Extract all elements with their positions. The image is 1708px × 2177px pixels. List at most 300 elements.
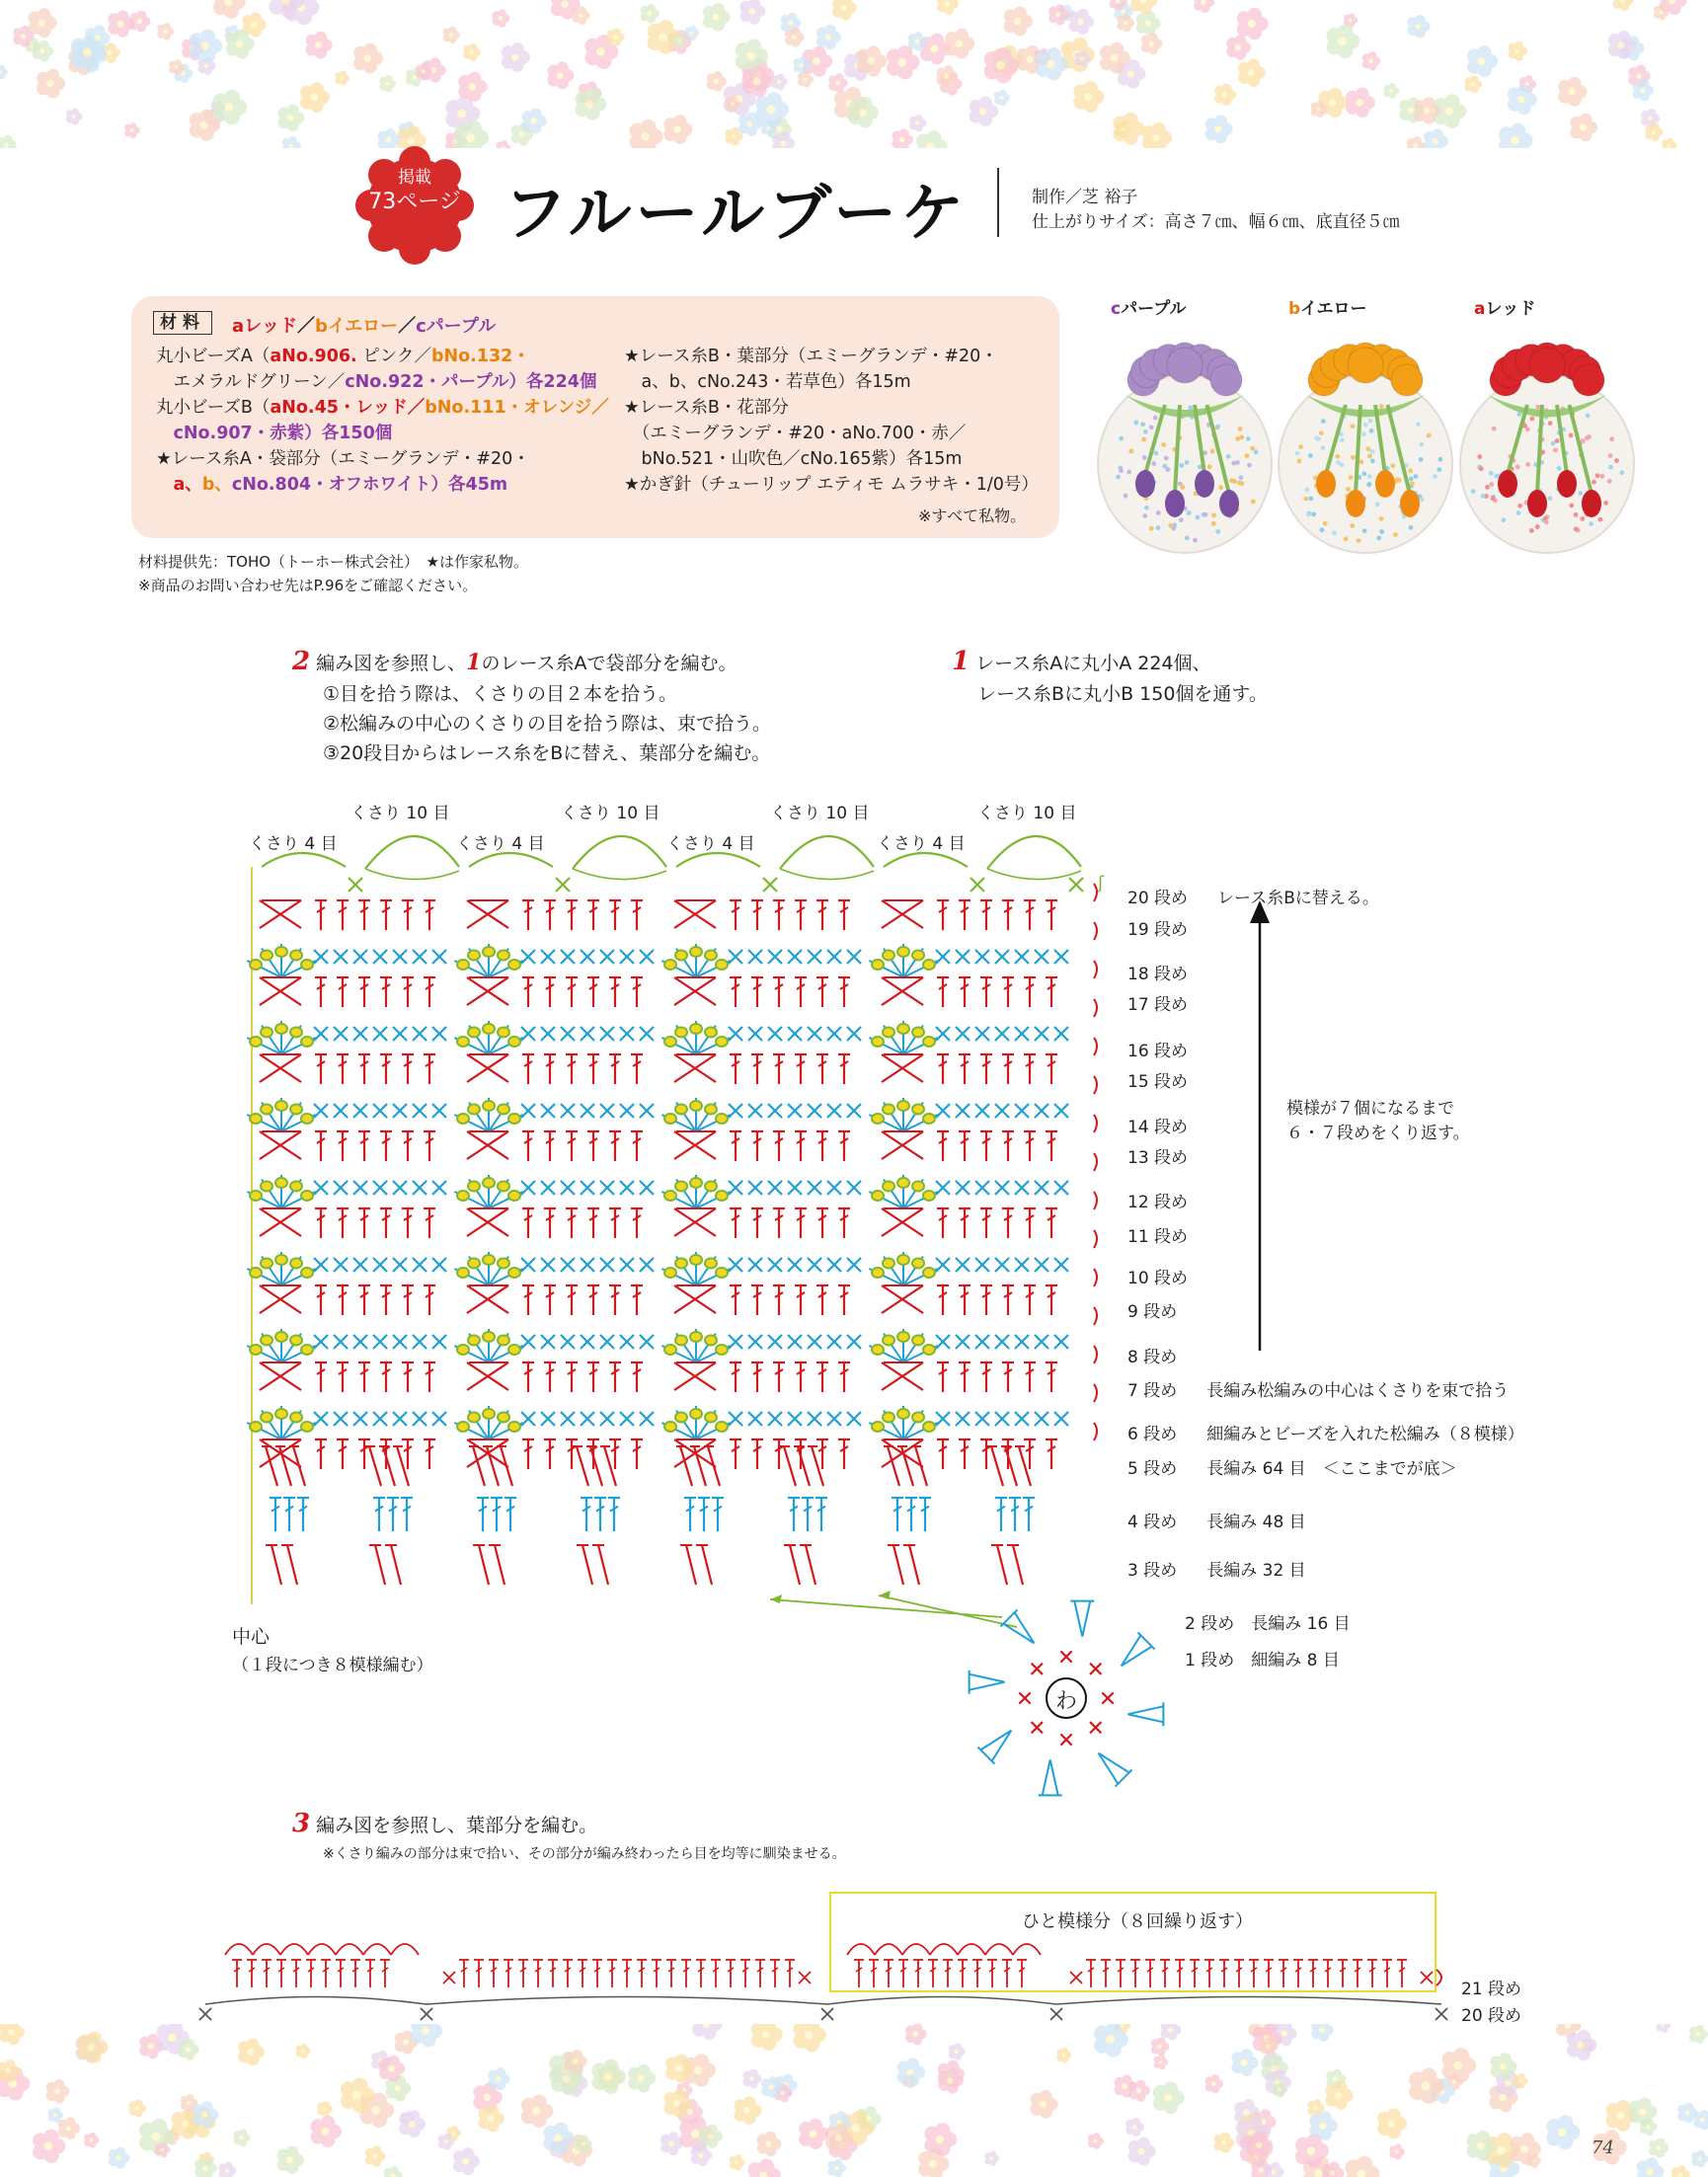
row-21-label: 21 段め xyxy=(1461,1980,1522,1999)
bead-icon xyxy=(301,1037,313,1047)
bead-icon xyxy=(498,1027,509,1037)
single-crochet-symbol xyxy=(847,1104,861,1118)
flower-icon xyxy=(282,136,301,148)
bead-icon xyxy=(483,1024,495,1034)
single-crochet-symbol xyxy=(808,1335,821,1349)
cross-stitch xyxy=(674,1131,716,1159)
single-crochet-symbol xyxy=(432,1258,446,1272)
single-crochet-symbol xyxy=(975,1181,989,1195)
double-crochet-symbol xyxy=(337,1131,349,1161)
bead-icon xyxy=(883,950,894,960)
double-crochet-symbol xyxy=(522,977,534,1007)
double-crochet-symbol xyxy=(424,977,435,1007)
chain-10-arc xyxy=(365,836,459,869)
row-number: 16 段め xyxy=(1127,1042,1189,1061)
double-crochet-symbol xyxy=(247,1960,257,1987)
double-crochet-symbol xyxy=(474,1960,484,1987)
single-crochet-symbol xyxy=(788,1104,802,1118)
title-divider xyxy=(997,168,999,237)
row-number: 11 段め xyxy=(1127,1227,1189,1247)
double-crochet-symbol xyxy=(387,1498,399,1531)
flower-icon xyxy=(46,2079,70,2103)
flower-icon xyxy=(984,2151,999,2166)
single-crochet-symbol xyxy=(1054,1258,1068,1272)
base-arc xyxy=(1056,1997,1441,2005)
double-crochet-symbol xyxy=(1086,1960,1096,1987)
double-crochet-symbol xyxy=(980,900,992,930)
double-crochet-symbol xyxy=(980,1439,992,1469)
arrow-head-icon xyxy=(770,1594,782,1603)
single-crochet-symbol xyxy=(763,878,777,892)
double-crochet-symbol xyxy=(980,1285,992,1315)
flower-icon xyxy=(1030,2090,1057,2119)
double-crochet-symbol xyxy=(402,1362,414,1392)
flower-icon xyxy=(1128,2079,1150,2101)
bead-icon xyxy=(675,1104,687,1114)
bead-icon xyxy=(897,1332,909,1342)
cross-stitch xyxy=(674,1208,716,1236)
single-crochet-symbol xyxy=(995,1027,1009,1041)
single-crochet-symbol xyxy=(349,878,362,892)
row-label xyxy=(1127,1508,1306,1532)
double-crochet-symbol xyxy=(755,1960,765,1987)
single-crochet-symbol xyxy=(314,1258,328,1272)
single-crochet-symbol xyxy=(1015,1258,1029,1272)
double-crochet-symbol xyxy=(1000,1609,1042,1651)
bead-icon xyxy=(872,1422,884,1432)
double-crochet-symbol xyxy=(1219,1960,1229,1987)
double-crochet-symbol xyxy=(424,1362,435,1392)
bead-icon xyxy=(716,1114,728,1124)
double-crochet-symbol xyxy=(477,1498,489,1531)
single-crochet-symbol xyxy=(413,950,427,964)
bead-icon xyxy=(457,1191,469,1201)
double-crochet-symbol xyxy=(315,1054,327,1084)
double-crochet-symbol xyxy=(607,1960,617,1987)
picot-loop xyxy=(985,1944,1013,1955)
flower-icon xyxy=(828,73,847,93)
flower-icon xyxy=(33,40,53,62)
flower-icon xyxy=(1128,2138,1156,2166)
double-crochet-symbol xyxy=(937,1362,949,1392)
bead-icon xyxy=(275,1409,287,1419)
flower-icon xyxy=(1154,2055,1169,2069)
cross-stitch xyxy=(882,1054,923,1082)
flower-icon xyxy=(909,115,926,132)
double-crochet-symbol xyxy=(730,977,741,1007)
double-crochet-symbol xyxy=(937,1439,949,1469)
single-crochet-symbol xyxy=(620,1258,634,1272)
double-crochet-symbol xyxy=(795,977,807,1007)
bead-icon xyxy=(912,950,924,960)
double-crochet-symbol xyxy=(888,1545,903,1585)
row-label xyxy=(1127,1264,1217,1288)
bead-icon xyxy=(716,960,728,970)
step-3: 3 編み図を参照し、葉部分を編む。 xyxy=(292,1809,598,1838)
flower-icon xyxy=(66,109,83,125)
double-crochet-symbol xyxy=(518,1960,528,1987)
double-crochet-symbol xyxy=(473,1545,489,1585)
double-crochet-symbol xyxy=(795,1054,807,1084)
double-crochet-symbol xyxy=(1249,1960,1259,1987)
turning-chain-icon xyxy=(1094,1192,1097,1209)
bead-icon xyxy=(883,1027,894,1037)
picot-loop xyxy=(391,1944,419,1955)
single-crochet-symbol xyxy=(353,1027,367,1041)
double-crochet-symbol xyxy=(424,1439,435,1469)
bead-icon xyxy=(301,960,313,970)
flower-icon xyxy=(124,122,140,138)
double-crochet-symbol xyxy=(358,1439,370,1469)
flower-icon xyxy=(970,97,999,126)
repeat-note: 模様が７個になるまで xyxy=(1286,1099,1454,1119)
material-line: エメラルドグリーン／cNo.922・パープル）各224個 xyxy=(156,372,597,392)
double-crochet-symbol xyxy=(816,1362,828,1392)
single-crochet-symbol xyxy=(1035,1335,1048,1349)
flower-icon xyxy=(306,32,333,59)
flower-icon xyxy=(276,2146,304,2174)
cross-stitch xyxy=(467,1285,508,1313)
bead-icon xyxy=(675,1412,687,1422)
flower-icon xyxy=(1613,0,1634,11)
single-crochet-symbol xyxy=(975,1258,989,1272)
single-crochet-symbol xyxy=(1054,1181,1068,1195)
bead-icon xyxy=(690,1178,702,1188)
row-label xyxy=(1127,1556,1306,1581)
base-arc xyxy=(427,1997,827,2005)
row-number: 19 段め xyxy=(1127,920,1189,940)
double-crochet-symbol xyxy=(751,1054,763,1084)
single-crochet-symbol xyxy=(541,1181,555,1195)
double-crochet-symbol xyxy=(587,1285,599,1315)
double-crochet-symbol xyxy=(773,1439,785,1469)
single-crochet-symbol xyxy=(353,1258,367,1272)
single-crochet-symbol xyxy=(1054,1412,1068,1426)
single-crochet-symbol xyxy=(581,1335,594,1349)
row-label xyxy=(1127,1297,1206,1322)
double-crochet-symbol xyxy=(892,1498,903,1531)
single-crochet-symbol xyxy=(199,2008,211,2020)
double-crochet-symbol xyxy=(402,1285,414,1315)
flower-icon xyxy=(1141,33,1162,54)
single-crochet-symbol xyxy=(936,1104,950,1118)
double-crochet-symbol xyxy=(958,1960,968,1987)
double-crochet-symbol xyxy=(838,977,850,1007)
double-crochet-symbol xyxy=(262,1960,272,1987)
material-line: a、b、cNo.804・オフホワイト）各45m xyxy=(173,475,508,495)
bead-icon xyxy=(261,950,272,960)
double-crochet-symbol xyxy=(1264,1960,1274,1987)
single-crochet-symbol xyxy=(561,1412,575,1426)
double-crochet-symbol xyxy=(358,1131,370,1161)
flower-icon xyxy=(379,75,396,92)
flower-icon xyxy=(58,2117,80,2139)
bead-icon xyxy=(250,1345,262,1355)
single-crochet-symbol xyxy=(936,1181,950,1195)
double-crochet-symbol xyxy=(884,1446,899,1486)
double-crochet-symbol xyxy=(380,900,392,930)
step-2-sub: ②松編みの中心のくさりの目を拾う際は、束で拾う。 xyxy=(323,713,772,735)
flower-icon xyxy=(757,2132,782,2156)
single-crochet-symbol xyxy=(334,950,348,964)
bead-icon xyxy=(301,1345,313,1355)
bead-icon xyxy=(261,1335,272,1345)
double-crochet-symbol xyxy=(1279,1960,1288,1987)
double-crochet-symbol xyxy=(373,1498,385,1531)
flower-icon xyxy=(1205,115,1233,143)
double-crochet-symbol xyxy=(489,1960,499,1987)
double-crochet-symbol xyxy=(980,1208,992,1238)
double-crochet-symbol xyxy=(337,1285,349,1315)
double-crochet-symbol xyxy=(587,977,599,1007)
double-crochet-symbol xyxy=(522,1439,534,1469)
bead-icon xyxy=(705,950,717,960)
flower-icon xyxy=(816,25,841,50)
double-crochet-symbol xyxy=(1024,1208,1036,1238)
cross-stitch xyxy=(260,1362,301,1390)
single-crochet-symbol xyxy=(936,1335,950,1349)
single-crochet-symbol xyxy=(729,1258,742,1272)
double-crochet-symbol xyxy=(959,1285,970,1315)
row-note: 長編み松編みの中心はくさりを束で拾う xyxy=(1206,1381,1510,1401)
single-crochet-symbol xyxy=(1014,1687,1037,1710)
single-crochet-symbol xyxy=(1015,1181,1029,1195)
flower-icon xyxy=(296,2044,311,2059)
variant-sep: ／ xyxy=(296,316,315,337)
double-crochet-symbol xyxy=(544,900,556,930)
flower-icon xyxy=(458,72,487,102)
chain-10-label: くさり 10 目 xyxy=(350,804,450,823)
single-crochet-symbol xyxy=(956,1181,970,1195)
bead-icon xyxy=(912,1027,924,1037)
single-crochet-symbol xyxy=(975,1027,989,1041)
single-crochet-symbol xyxy=(748,1181,762,1195)
single-crochet-symbol xyxy=(768,1258,782,1272)
row-number: 4 段め xyxy=(1127,1513,1178,1532)
single-crochet-symbol xyxy=(768,1104,782,1118)
bead-icon xyxy=(250,1037,262,1047)
single-crochet-symbol xyxy=(373,950,387,964)
cross-stitch xyxy=(882,977,923,1005)
flower-icon xyxy=(1205,2074,1224,2093)
flower-icon xyxy=(994,90,1010,107)
single-crochet-symbol xyxy=(561,1258,575,1272)
single-crochet-symbol xyxy=(640,950,654,964)
materials-note: ※すべて私物。 xyxy=(918,506,1027,525)
single-crochet-symbol xyxy=(561,950,575,964)
bead-icon xyxy=(498,1412,509,1422)
row-label xyxy=(1127,1222,1217,1247)
chain-10-label: くさり 10 目 xyxy=(561,804,660,823)
flower-icon xyxy=(730,2154,745,2170)
bead-icon xyxy=(261,1258,272,1268)
bead-icon xyxy=(923,1114,935,1124)
single-crochet-symbol xyxy=(541,1412,555,1426)
flower-icon xyxy=(0,135,17,148)
double-crochet-symbol xyxy=(469,1446,485,1486)
bead-icon xyxy=(457,1268,469,1278)
double-crochet-symbol xyxy=(609,1131,621,1161)
flower-icon xyxy=(1558,77,1587,107)
double-crochet-symbol xyxy=(358,1208,370,1238)
flower-icon xyxy=(317,2101,333,2117)
variant-a: aレッド xyxy=(232,316,297,337)
row-note: 細編みとビーズを入れた松編み（８模様） xyxy=(1206,1425,1524,1444)
double-crochet-symbol xyxy=(795,1208,807,1238)
flower-icon xyxy=(663,115,692,144)
double-crochet-symbol xyxy=(592,1960,602,1987)
flower-icon xyxy=(547,62,574,90)
picot-loop xyxy=(280,1944,308,1955)
double-crochet-symbol xyxy=(504,1960,513,1987)
bead-icon xyxy=(468,1104,480,1114)
single-crochet-symbol xyxy=(581,950,594,964)
double-crochet-symbol xyxy=(402,977,414,1007)
material-line: ★かぎ針（チューリップ エティモ ムラサキ・1/0号） xyxy=(624,475,1039,495)
row-label xyxy=(1127,915,1217,940)
double-crochet-symbol xyxy=(566,977,578,1007)
double-crochet-symbol xyxy=(358,1054,370,1084)
single-crochet-symbol xyxy=(975,1335,989,1349)
turning-chain-icon xyxy=(1094,1346,1097,1363)
cross-stitch xyxy=(260,977,301,1005)
double-crochet-symbol xyxy=(928,1960,938,1987)
flower-icon xyxy=(937,0,959,15)
row-label xyxy=(1127,1037,1217,1061)
double-crochet-symbol xyxy=(770,1960,780,1987)
flower-icon xyxy=(1151,2037,1169,2056)
flower-icon xyxy=(453,2147,480,2175)
double-crochet-symbol xyxy=(1015,1446,1031,1486)
material-line: ★レース糸B・花部分 xyxy=(624,398,789,418)
picot-loop xyxy=(930,1944,958,1955)
flower-icon xyxy=(218,2161,236,2177)
pointer-arrow xyxy=(770,1599,1002,1617)
double-crochet-symbol xyxy=(816,1285,828,1315)
double-crochet-symbol xyxy=(1190,1960,1200,1987)
bead-icon xyxy=(897,1409,909,1419)
double-crochet-symbol xyxy=(380,1285,392,1315)
double-crochet-symbol xyxy=(1353,1960,1362,1987)
flower-icon xyxy=(1377,2109,1407,2139)
flower-icon xyxy=(1514,2073,1528,2089)
double-crochet-symbol xyxy=(816,1131,828,1161)
flower-icon xyxy=(212,90,247,125)
row-number: 8 段め xyxy=(1127,1348,1178,1367)
flower-icon xyxy=(772,74,788,91)
photo-label-b: bイエロー xyxy=(1288,299,1367,319)
bead-icon xyxy=(483,1101,495,1111)
double-crochet-symbol xyxy=(587,1362,599,1392)
double-crochet-symbol xyxy=(600,1446,616,1486)
cross-stitch xyxy=(674,1054,716,1082)
double-crochet-symbol xyxy=(795,900,807,930)
row-note: 長編み 48 目 xyxy=(1206,1513,1306,1532)
single-crochet-symbol xyxy=(936,1027,950,1041)
flower-icon xyxy=(443,27,460,43)
flower-icon xyxy=(892,128,913,148)
single-crochet-symbol xyxy=(748,1412,762,1426)
single-crochet-symbol xyxy=(373,1181,387,1195)
bead-icon xyxy=(923,1345,935,1355)
double-crochet-symbol xyxy=(1046,1439,1057,1469)
flower-icon xyxy=(238,2039,265,2066)
double-crochet-symbol xyxy=(402,1054,414,1084)
double-crochet-symbol xyxy=(911,1446,927,1486)
double-crochet-symbol xyxy=(262,1446,277,1486)
chain-arc xyxy=(780,869,874,880)
double-crochet-symbol xyxy=(365,1960,375,1987)
flower-icon xyxy=(703,3,731,32)
double-crochet-symbol xyxy=(816,1054,828,1084)
bead-icon xyxy=(498,1181,509,1191)
double-crochet-symbol xyxy=(730,1362,741,1392)
pouch-photo xyxy=(1460,343,1634,553)
double-crochet-symbol xyxy=(751,1131,763,1161)
double-crochet-symbol xyxy=(959,1439,970,1469)
bead-icon xyxy=(664,1114,676,1124)
cross-stitch xyxy=(260,1208,301,1236)
single-crochet-symbol xyxy=(413,1181,427,1195)
double-crochet-symbol xyxy=(1116,1960,1126,1987)
double-crochet-symbol xyxy=(297,1498,309,1531)
double-crochet-symbol xyxy=(959,1054,970,1084)
cross-stitch xyxy=(260,1285,301,1313)
flower-icon xyxy=(1677,2102,1697,2123)
double-crochet-symbol xyxy=(522,1285,534,1315)
double-crochet-symbol xyxy=(666,1960,676,1987)
page-number: 74 xyxy=(1592,2138,1614,2158)
single-crochet-symbol xyxy=(373,1412,387,1426)
double-crochet-symbol xyxy=(283,1498,295,1531)
bead-icon xyxy=(912,1258,924,1268)
double-crochet-symbol xyxy=(522,1131,534,1161)
single-crochet-symbol xyxy=(1054,950,1068,964)
bead-icon xyxy=(690,1101,702,1111)
double-crochet-symbol xyxy=(1024,1362,1036,1392)
bead-icon xyxy=(690,947,702,957)
single-crochet-symbol xyxy=(995,1104,1009,1118)
bead-icon xyxy=(716,1268,728,1278)
double-crochet-symbol xyxy=(740,1960,750,1987)
bead-icon xyxy=(275,1178,287,1188)
double-crochet-symbol xyxy=(577,1545,592,1585)
pouch-photo xyxy=(1279,343,1452,553)
double-crochet-symbol xyxy=(1002,1362,1014,1392)
double-crochet-symbol xyxy=(751,1362,763,1392)
row-number: 7 段め xyxy=(1127,1381,1178,1401)
single-crochet-symbol xyxy=(1026,1658,1048,1680)
single-crochet-symbol xyxy=(1054,1027,1068,1041)
row-note: レース糸Bに替える。 xyxy=(1217,889,1379,908)
cross-stitch xyxy=(882,1285,923,1313)
material-line: bNo.521・山吹色／cNo.165紫）各15m xyxy=(624,449,963,469)
single-crochet-symbol xyxy=(521,1181,535,1195)
double-crochet-symbol xyxy=(773,1285,785,1315)
single-crochet-symbol xyxy=(334,1104,348,1118)
flower-icon xyxy=(799,2119,828,2149)
double-crochet-symbol xyxy=(751,1208,763,1238)
bead-icon xyxy=(912,1181,924,1191)
double-crochet-symbol xyxy=(1130,1960,1140,1987)
double-crochet-symbol xyxy=(1024,900,1036,930)
double-crochet-symbol xyxy=(1046,1362,1057,1392)
single-crochet-symbol xyxy=(956,1027,970,1041)
row-number: 5 段め xyxy=(1127,1459,1178,1479)
bead-icon xyxy=(457,1114,469,1124)
single-crochet-symbol xyxy=(956,1335,970,1349)
flower-icon xyxy=(0,65,8,80)
